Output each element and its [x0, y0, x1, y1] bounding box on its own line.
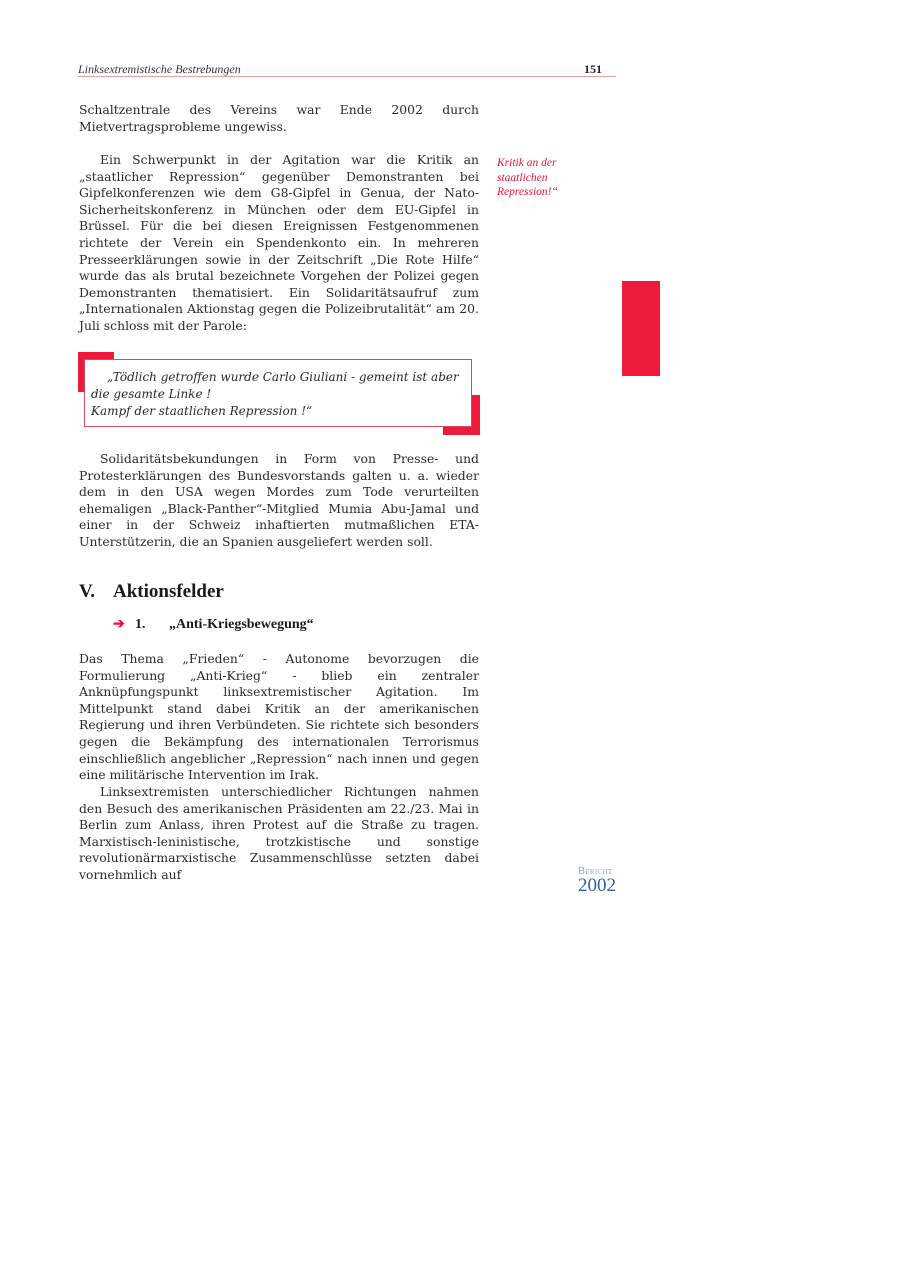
quote-line-1: „Tödlich getroffen wurde Carlo Giuliani - gemeint ist aber — [107, 370, 459, 384]
bericht-logo — [578, 866, 630, 895]
page-number: 151 — [584, 62, 602, 76]
running-header — [78, 62, 616, 77]
red-side-marker — [622, 281, 660, 376]
paragraph-1: Schaltzentrale des Vereins war Ende 2002 durch Mietvertragsprobleme ungewiss. — [79, 102, 479, 134]
logo-year: 2002 — [578, 875, 616, 896]
paragraph-5: Linksextremisten unterschiedlicher Richtungen nahmen den Besuch des amerikanischen Präsidenten am 22./23. Mai in Berlin zum Anlass, ihren Protest auf die Straße zu tragen. Marxistisch-leninistische, trotzkistische und sonstige revolutionärmarxistische Zusammenschlüsse setzten dabei vornehmlich auf — [79, 784, 479, 882]
quote-line-2: die gesamte Linke ! — [91, 387, 212, 401]
quote-box — [84, 359, 472, 427]
margin-note: Kritik an der staatlichen Repression!“ — [497, 157, 558, 198]
running-title: Linksextremistische Bestrebungen — [78, 62, 241, 76]
paragraph-4: Das Thema „Frieden“ - Autonome bevorzugen die Formulierung „Anti-Krieg“ - blieb ein zentraler Anknüpfungspunkt linksextremistischer Agitation. Im Mittelpunkt stand dabei Kritik an der amerikanischen Regierung und ihren Verbündeten. Sie richtete sich besonders gegen die Bekämpfung des internationalen Terrorismus einschließlich angeblicher „Repression“ nach innen und gegen eine militärische Intervention im Irak. — [79, 651, 479, 783]
subsection-heading — [113, 616, 314, 633]
arrow-right-icon: ➔ — [113, 617, 125, 632]
subsection-number: 1. — [135, 617, 146, 632]
paragraph-3: Solidaritätsbekundungen in Form von Presse- und Protesterklärungen des Bundesvorstands galten u. a. wieder dem in den USA wegen Mordes zum Tode verurteilten ehemaligen „Black-Panther“-Mitglied Mumia Abu-Jamal und einer in der Schweiz inhaftierten mutmaßlichen ETA-Unterstützerin, die an Spanien ausgeliefert werden soll. — [79, 451, 479, 549]
quote-line-3: Kampf der staatlichen Repression !“ — [91, 404, 313, 418]
section-heading — [79, 581, 224, 603]
section-title: Aktionsfelder — [113, 581, 224, 602]
subsection-title: „Anti-Kriegsbewegung“ — [169, 617, 314, 632]
paragraph-2: Ein Schwerpunkt in der Agitation war die Kritik an „staatlicher Repression“ gegenüber Demonstranten bei Gipfelkonferenzen wie dem G8-Gipfel in Genua, der Nato-Sicherheitskonferenz in München oder dem EU-Gipfel in Brüssel. Für die bei diesen Ereignissen Festgenommenen richtete der Verein ein Spendenkonto ein. In mehreren Presseerklärungen sowie in der Zeitschrift „Die Rote Hilfe“ wurde das als brutal bezeichnete Vorgehen der Polizei gegen Demonstranten thematisiert. Ein Solidaritätsaufruf zum „Internationalen Aktionstag gegen die Polizeibrutalität“ am 20. Juli schloss mit der Parole: — [79, 152, 479, 333]
section-number: V. — [79, 581, 96, 602]
logo-word: Bericht — [578, 866, 613, 877]
